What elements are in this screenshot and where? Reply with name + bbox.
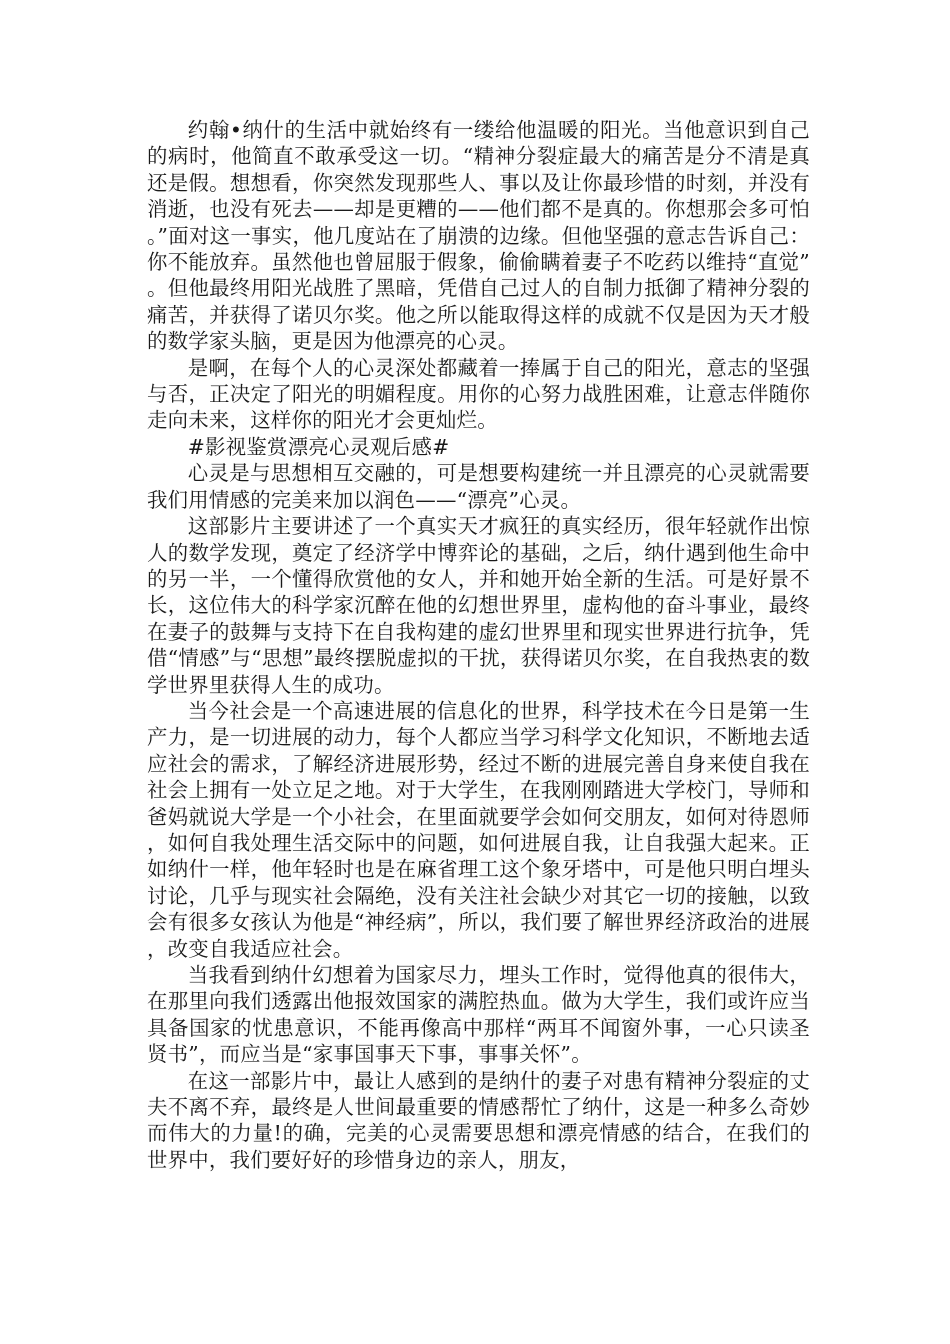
document-body (147, 117, 810, 1173)
paragraph-wife-love: 在这一部影片中，最让人感到的是纳什的妻子对患有精神分裂症的丈夫不离不弃，最终是人世间最重要的情感帮忙了纳什，这是一种多么奇妙而伟大的力量!的确，完美的心灵需要思想和漂亮情感的结合，在我们的世界中，我们要好好的珍惜身边的亲人，朋友， (147, 1068, 810, 1172)
paragraph-society: 当今社会是一个高速进展的信息化的世界，科学技术在今日是第一生产力，是一切进展的动力，每个人都应当学习科学文化知识，不断地去适应社会的需求，了解经济进展形势，经过不断的进展完善自身来使自我在社会上拥有一处立足之地。对于大学生，在我刚刚踏进大学校门，导师和爸妈就说大学是一个小社会，在里面就要学会如何交朋友，如何对待恩师，如何自我处理生活交际中的问题，如何进展自我，让自我强大起来。正如纳什一样，他年轻时也是在麻省理工这个象牙塔中，可是他只明白埋头讨论，几乎与现实社会隔绝，没有关注社会缺少对其它一切的接触，以致会有很多女孩认为他是“神经病”，所以，我们要了解世界经济政治的进展，改变自我适应社会。 (147, 698, 810, 961)
paragraph-nash-sunlight: 约翰•纳什的生活中就始终有一缕给他温暖的阳光。当他意识到自己的病时，他简直不敢承受这一切。“精神分裂症最大的痛苦是分不清是真还是假。想想看，你突然发现那些人、事以及让你最珍惜的时刻，并没有消逝，也没有死去——却是更糟的——他们都不是真的。你想那会多可怕。”面对这一事实，他几度站在了崩溃的边缘。但他坚强的意志告诉自己：你不能放弃。虽然他也曾屈服于假象，偷偷瞒着妻子不吃药以维持“直觉”。但他最终用阳光战胜了黑暗，凭借自己过人的自制力抵御了精神分裂的痛苦，并获得了诺贝尔奖。他之所以能取得这样的成就不仅是因为天才般的数学家头脑，更是因为他漂亮的心灵。 (147, 118, 810, 354)
paragraph-patriotism: 当我看到纳什幻想着为国家尽力，埋头工作时，觉得他真的很伟大，在那里向我们透露出他报效国家的满腔热血。做为大学生，我们或许应当具备国家的忧患意识，不能再像高中那样“两耳不闻窗外事，一心只读圣贤书”，而应当是“家事国事天下事，事事关怀”。 (147, 963, 810, 1067)
paragraph-film-summary: 这部影片主要讲述了一个真实天才疯狂的真实经历，很年轻就作出惊人的数学发现，奠定了经济学中博弈论的基础，之后，纳什遇到他生命中的另一半，一个懂得欣赏他的女人，并和她开始全新的生活。可是好景不长，这位伟大的科学家沉醉在他的幻想世界里，虚构他的奋斗事业，最终在妻子的鼓舞与支持下在自我构建的虚幻世界里和现实世界进行抗争，凭借“情感”与“思想”最终摆脱虚拟的干扰，获得诺贝尔奖，在自我热衷的数学世界里获得人生的成功。 (147, 514, 810, 697)
paragraph-inner-sunlight: 是啊，在每个人的心灵深处都藏着一捧属于自己的阳光，意志的坚强与否，正决定了阳光的明媚程度。用你的心努力战胜困难，让意志伴随你走向未来，这样你的阳光才会更灿烂。 (147, 355, 810, 433)
paragraph-beautiful-mind: 心灵是与思想相互交融的，可是想要构建统一并且漂亮的心灵就需要我们用情感的完美来加以润色——“漂亮”心灵。 (147, 461, 810, 512)
section-heading: #影视鉴赏漂亮心灵观后感# (187, 434, 450, 459)
